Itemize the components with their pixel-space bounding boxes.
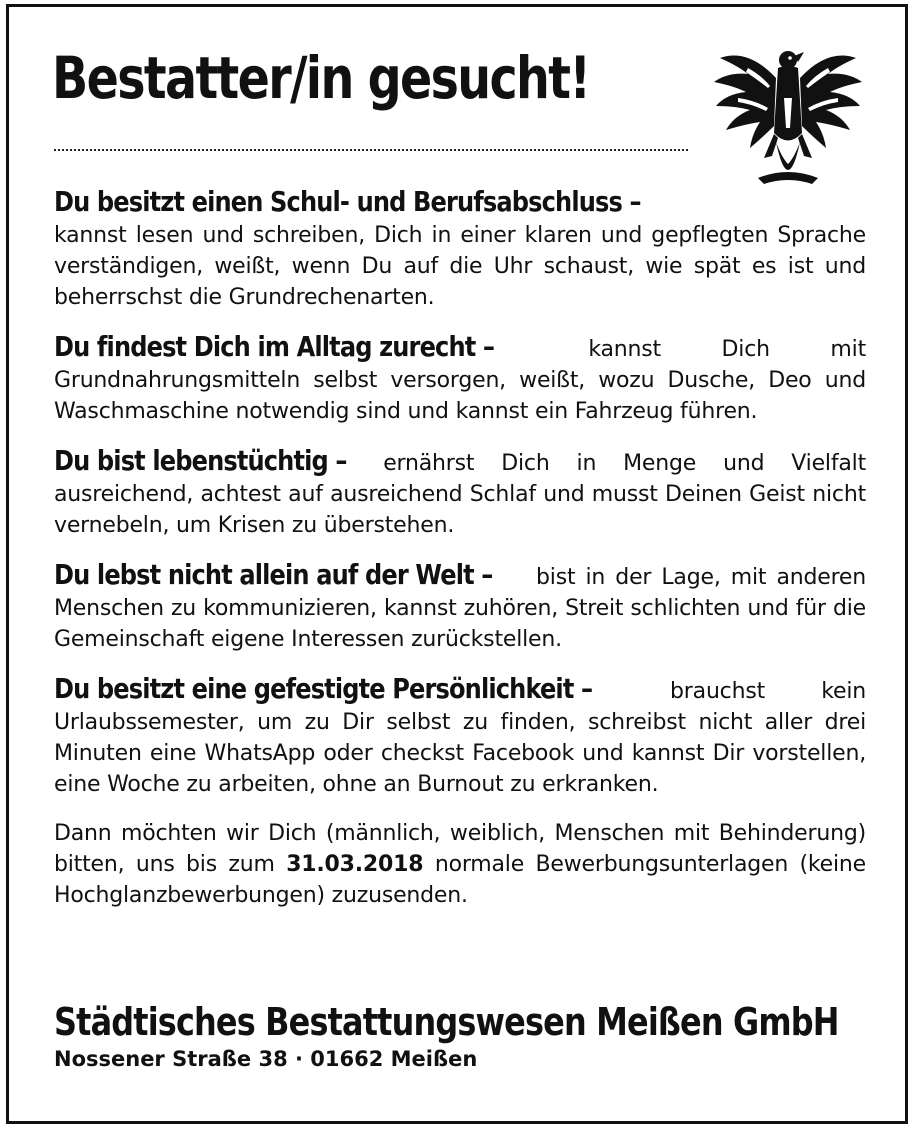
section-heading: Du findest Dich im Alltag zurecht – — [54, 330, 495, 363]
section-text: kannst Dich mit Grundnahrungsmitteln selbst versorgen, weißt, wozu Dusche, Deo und Waschmaschine notwendig sind und kannst ein Fahrzeug führen. — [54, 337, 866, 424]
section-community — [54, 559, 866, 655]
closing-paragraph — [54, 818, 866, 911]
deadline-date: 31.03.2018 — [286, 852, 424, 877]
section-heading: Du besitzt eine gefestigte Persönlichkeit – — [54, 672, 593, 705]
headline: Bestatter/in gesucht! — [52, 44, 590, 112]
section-personality — [54, 673, 866, 800]
section-heading: Du besitzt einen Schul- und Berufsabschluss – — [54, 185, 641, 218]
section-text: bist in der Lage, mit anderen Menschen zu kommunizieren, kannst zuhören, Streit schlichten und für die Gemeinschaft eigene Interessen zurückstellen. — [54, 565, 867, 652]
eagle-icon — [708, 38, 868, 198]
section-daily-life — [54, 331, 866, 427]
section-text: ernährst Dich in Menge und Vielfalt ausreichend, achtest auf ausreichend Schlaf und musst Deinen Geist nicht vernebeln, um Krisen zu überstehen. — [54, 451, 866, 538]
section-life-skills — [54, 445, 866, 541]
section-heading: Du lebst nicht allein auf der Welt – — [54, 558, 493, 591]
dotted-divider — [54, 149, 688, 151]
section-text: kannst lesen und schreiben, Dich in einer klaren und gepflegten Sprache verständigen, weißt, wenn Du auf die Uhr schaust, wie spät es ist und beherrschst die Grundrechenarten. — [54, 223, 866, 310]
closing-text-before: Dann möchten wir Dich (männlich, weiblich, Menschen mit Behinderung) bitten, uns bis zum — [54, 821, 866, 877]
section-heading: Du bist lebenstüchtig – — [54, 444, 347, 477]
section-education — [54, 186, 866, 313]
closing-text-after: normale Bewerbungsunterlagen (keine Hochglanzbewerbungen) zuzusenden. — [54, 852, 867, 908]
company-address: Nossener Straße 38 · 01662 Meißen — [54, 1047, 478, 1071]
section-text: brauchst kein Urlaubssemester, um zu Dir selbst zu finden, schreibst nicht aller drei Minuten eine WhatsApp oder checkst Facebook und kannst Dir vorstellen, eine Woche zu arbeiten, ohne an Burnout zu erkranken. — [54, 679, 866, 797]
company-name: Städtisches Bestattungswesen Meißen GmbH — [54, 1000, 839, 1044]
ad-body — [54, 186, 866, 929]
